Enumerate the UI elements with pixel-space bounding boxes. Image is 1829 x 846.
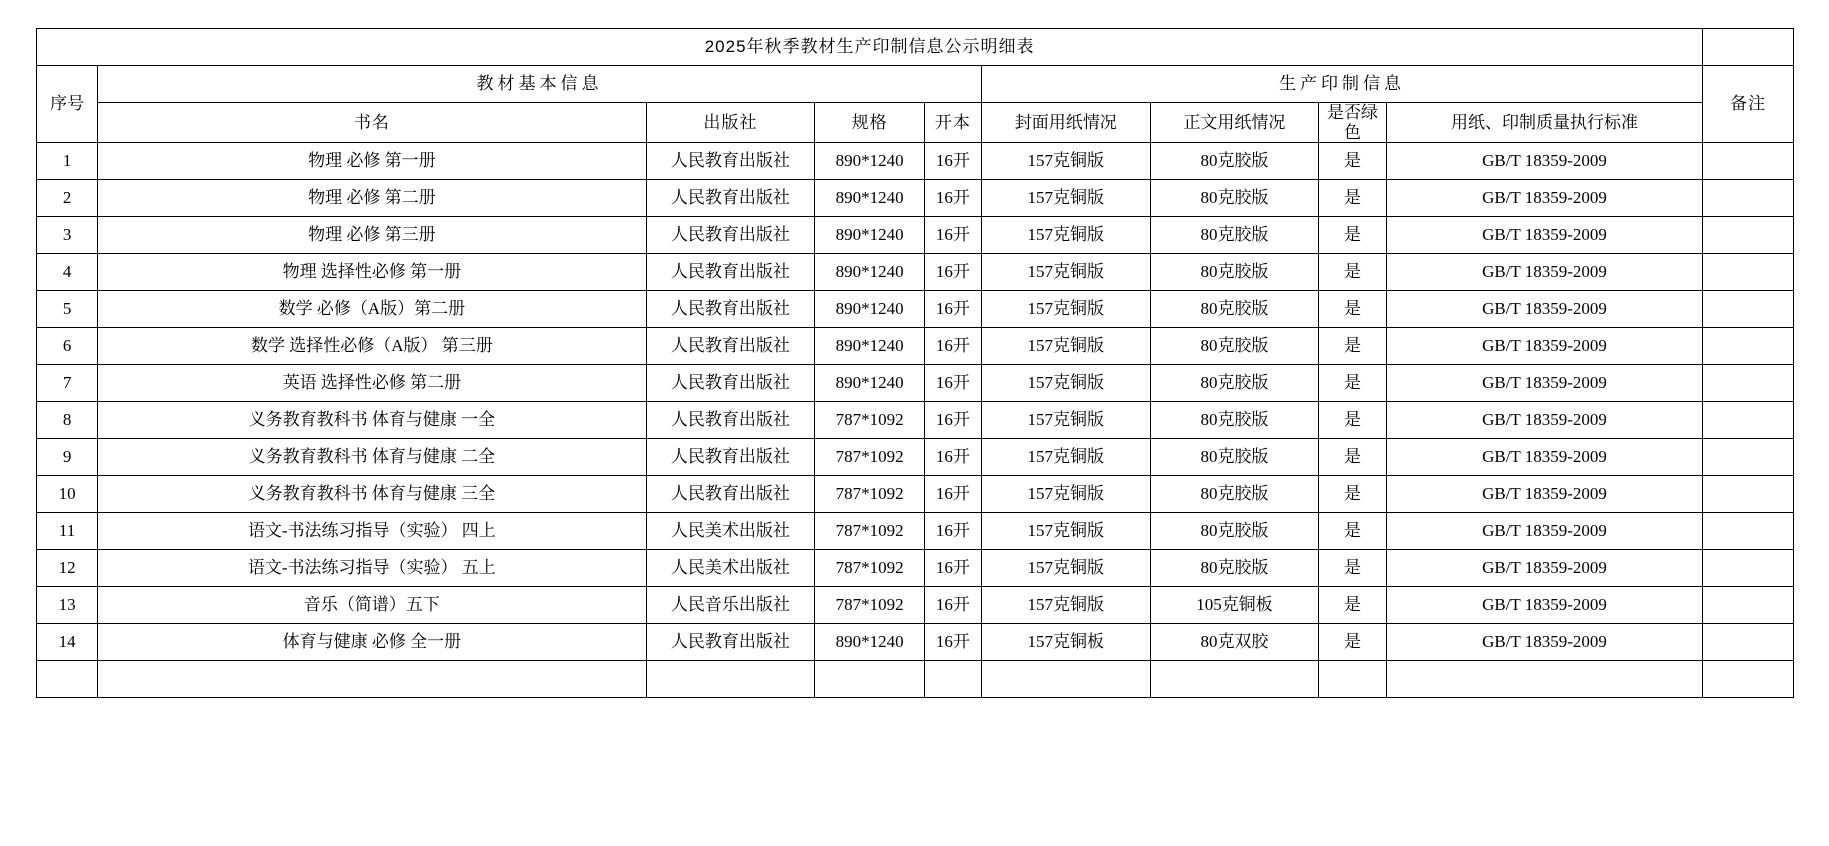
- cell-seq: 12: [37, 550, 98, 587]
- cell-book-name: 语文-书法练习指导（实验） 五上: [98, 550, 646, 587]
- cell-seq: 9: [37, 439, 98, 476]
- cell-seq: [37, 661, 98, 698]
- cell-publisher: 人民教育出版社: [646, 143, 815, 180]
- cell-standard: [1386, 661, 1702, 698]
- cell-cover-paper: 157克铜板: [981, 624, 1150, 661]
- header-production-info: 生产印制信息: [981, 66, 1702, 103]
- cell-cover-paper: 157克铜版: [981, 587, 1150, 624]
- cell-format: 16开: [924, 439, 981, 476]
- cell-spec: 787*1092: [815, 587, 925, 624]
- header-cover-paper: 封面用纸情况: [981, 103, 1150, 143]
- page-title: 2025年秋季教材生产印制信息公示明细表: [37, 29, 1703, 66]
- cell-remark: [1703, 217, 1794, 254]
- cell-publisher: 人民教育出版社: [646, 217, 815, 254]
- cell-text-paper: 80克双胶: [1150, 624, 1319, 661]
- table-row: [37, 513, 1794, 550]
- cell-publisher: 人民教育出版社: [646, 624, 815, 661]
- cell-text-paper: 80克胶版: [1150, 550, 1319, 587]
- cell-book-name: 音乐（简谱）五下: [98, 587, 646, 624]
- cell-cover-paper: 157克铜版: [981, 143, 1150, 180]
- cell-remark: [1703, 513, 1794, 550]
- cell-green: 是: [1319, 291, 1386, 328]
- spreadsheet-area: [36, 28, 1794, 698]
- cell-remark: [1703, 550, 1794, 587]
- cell-remark: [1703, 328, 1794, 365]
- cell-seq: 7: [37, 365, 98, 402]
- cell-book-name: 物理 选择性必修 第一册: [98, 254, 646, 291]
- table-row: [37, 624, 1794, 661]
- table-row: [37, 587, 1794, 624]
- header-text-paper: 正文用纸情况: [1150, 103, 1319, 143]
- cell-green: 是: [1319, 439, 1386, 476]
- textbook-production-table: [36, 28, 1794, 698]
- cell-standard: GB/T 18359-2009: [1386, 476, 1702, 513]
- cell-book-name: 义务教育教科书 体育与健康 三全: [98, 476, 646, 513]
- cell-green: 是: [1319, 513, 1386, 550]
- cell-standard: GB/T 18359-2009: [1386, 180, 1702, 217]
- cell-seq: 8: [37, 402, 98, 439]
- cell-green: 是: [1319, 550, 1386, 587]
- table-row: [37, 402, 1794, 439]
- cell-standard: GB/T 18359-2009: [1386, 291, 1702, 328]
- cell-green: 是: [1319, 365, 1386, 402]
- cell-book-name: 物理 必修 第一册: [98, 143, 646, 180]
- cell-cover-paper: 157克铜版: [981, 365, 1150, 402]
- cell-cover-paper: 157克铜版: [981, 550, 1150, 587]
- cell-cover-paper: 157克铜版: [981, 402, 1150, 439]
- cell-seq: 6: [37, 328, 98, 365]
- cell-green: 是: [1319, 624, 1386, 661]
- header-column-row: [37, 103, 1794, 143]
- cell-seq: 4: [37, 254, 98, 291]
- header-green: 是否绿色: [1319, 103, 1386, 143]
- cell-publisher: 人民教育出版社: [646, 365, 815, 402]
- cell-book-name: 数学 必修（A版）第二册: [98, 291, 646, 328]
- table-row: [37, 217, 1794, 254]
- cell-spec: [815, 661, 925, 698]
- cell-text-paper: 80克胶版: [1150, 217, 1319, 254]
- cell-remark: [1703, 624, 1794, 661]
- cell-format: 16开: [924, 143, 981, 180]
- cell-book-name: 体育与健康 必修 全一册: [98, 624, 646, 661]
- cell-seq: 1: [37, 143, 98, 180]
- cell-publisher: 人民教育出版社: [646, 254, 815, 291]
- cell-publisher: 人民教育出版社: [646, 328, 815, 365]
- cell-cover-paper: 157克铜版: [981, 439, 1150, 476]
- cell-format: 16开: [924, 365, 981, 402]
- cell-format: 16开: [924, 476, 981, 513]
- cell-standard: GB/T 18359-2009: [1386, 513, 1702, 550]
- cell-seq: 13: [37, 587, 98, 624]
- cell-green: 是: [1319, 328, 1386, 365]
- cell-green: 是: [1319, 476, 1386, 513]
- cell-cover-paper: 157克铜版: [981, 328, 1150, 365]
- cell-publisher: 人民教育出版社: [646, 402, 815, 439]
- table-row: [37, 476, 1794, 513]
- cell-text-paper: 80克胶版: [1150, 439, 1319, 476]
- cell-standard: GB/T 18359-2009: [1386, 143, 1702, 180]
- table-row: [37, 550, 1794, 587]
- cell-standard: GB/T 18359-2009: [1386, 624, 1702, 661]
- cell-format: 16开: [924, 217, 981, 254]
- cell-spec: 890*1240: [815, 180, 925, 217]
- cell-remark: [1703, 365, 1794, 402]
- cell-green: 是: [1319, 217, 1386, 254]
- header-basic-info: 教材基本信息: [98, 66, 982, 103]
- cell-remark: [1703, 402, 1794, 439]
- title-row: [37, 29, 1794, 66]
- cell-format: 16开: [924, 291, 981, 328]
- cell-publisher: 人民教育出版社: [646, 291, 815, 328]
- cell-spec: 890*1240: [815, 143, 925, 180]
- cell-text-paper: 80克胶版: [1150, 365, 1319, 402]
- cell-book-name: 物理 必修 第二册: [98, 180, 646, 217]
- header-book-name: 书名: [98, 103, 646, 143]
- cell-green: 是: [1319, 143, 1386, 180]
- cell-spec: 890*1240: [815, 328, 925, 365]
- cell-text-paper: 80克胶版: [1150, 402, 1319, 439]
- cell-green: 是: [1319, 180, 1386, 217]
- cell-remark: [1703, 476, 1794, 513]
- cell-standard: GB/T 18359-2009: [1386, 550, 1702, 587]
- table-row: [37, 365, 1794, 402]
- cell-remark: [1703, 587, 1794, 624]
- table-row: [37, 328, 1794, 365]
- table-row: [37, 180, 1794, 217]
- cell-standard: GB/T 18359-2009: [1386, 587, 1702, 624]
- table-row: [37, 254, 1794, 291]
- cell-format: 16开: [924, 254, 981, 291]
- cell-remark: [1703, 254, 1794, 291]
- cell-standard: GB/T 18359-2009: [1386, 217, 1702, 254]
- cell-text-paper: [1150, 661, 1319, 698]
- cell-cover-paper: 157克铜版: [981, 254, 1150, 291]
- cell-text-paper: 80克胶版: [1150, 180, 1319, 217]
- cell-cover-paper: 157克铜版: [981, 180, 1150, 217]
- cell-spec: 890*1240: [815, 217, 925, 254]
- cell-spec: 787*1092: [815, 513, 925, 550]
- cell-book-name: 英语 选择性必修 第二册: [98, 365, 646, 402]
- cell-seq: 3: [37, 217, 98, 254]
- cell-book-name: [98, 661, 646, 698]
- cell-cover-paper: 157克铜版: [981, 476, 1150, 513]
- cell-spec: 890*1240: [815, 254, 925, 291]
- header-publisher: 出版社: [646, 103, 815, 143]
- cell-remark: [1703, 439, 1794, 476]
- cell-remark: [1703, 661, 1794, 698]
- cell-format: 16开: [924, 328, 981, 365]
- cell-cover-paper: 157克铜版: [981, 291, 1150, 328]
- cell-remark: [1703, 180, 1794, 217]
- table-row-empty: [37, 661, 1794, 698]
- cell-text-paper: 80克胶版: [1150, 476, 1319, 513]
- cell-format: 16开: [924, 180, 981, 217]
- cell-publisher: 人民教育出版社: [646, 180, 815, 217]
- cell-green: 是: [1319, 254, 1386, 291]
- cell-publisher: [646, 661, 815, 698]
- cell-format: 16开: [924, 587, 981, 624]
- cell-seq: 14: [37, 624, 98, 661]
- cell-text-paper: 80克胶版: [1150, 143, 1319, 180]
- cell-seq: 10: [37, 476, 98, 513]
- cell-spec: 890*1240: [815, 365, 925, 402]
- cell-format: 16开: [924, 550, 981, 587]
- cell-spec: 787*1092: [815, 476, 925, 513]
- cell-cover-paper: [981, 661, 1150, 698]
- header-group-row: [37, 66, 1794, 103]
- cell-cover-paper: 157克铜版: [981, 513, 1150, 550]
- cell-seq: 2: [37, 180, 98, 217]
- cell-format: 16开: [924, 402, 981, 439]
- cell-seq: 5: [37, 291, 98, 328]
- cell-spec: 890*1240: [815, 624, 925, 661]
- cell-publisher: 人民美术出版社: [646, 513, 815, 550]
- cell-standard: GB/T 18359-2009: [1386, 439, 1702, 476]
- cell-spec: 787*1092: [815, 439, 925, 476]
- header-remark: 备注: [1703, 66, 1794, 143]
- table-row: [37, 291, 1794, 328]
- header-seq: 序号: [37, 66, 98, 143]
- cell-standard: GB/T 18359-2009: [1386, 254, 1702, 291]
- cell-book-name: 语文-书法练习指导（实验） 四上: [98, 513, 646, 550]
- cell-text-paper: 80克胶版: [1150, 254, 1319, 291]
- cell-format: 16开: [924, 624, 981, 661]
- title-spacer-cell: [1703, 29, 1794, 66]
- cell-book-name: 义务教育教科书 体育与健康 二全: [98, 439, 646, 476]
- cell-spec: 787*1092: [815, 550, 925, 587]
- cell-book-name: 数学 选择性必修（A版） 第三册: [98, 328, 646, 365]
- cell-green: 是: [1319, 587, 1386, 624]
- cell-spec: 890*1240: [815, 291, 925, 328]
- cell-spec: 787*1092: [815, 402, 925, 439]
- cell-text-paper: 80克胶版: [1150, 291, 1319, 328]
- cell-format: 16开: [924, 513, 981, 550]
- header-standard: 用纸、印制质量执行标准: [1386, 103, 1702, 143]
- cell-book-name: 义务教育教科书 体育与健康 一全: [98, 402, 646, 439]
- cell-standard: GB/T 18359-2009: [1386, 402, 1702, 439]
- table-row: [37, 143, 1794, 180]
- cell-remark: [1703, 291, 1794, 328]
- cell-standard: GB/T 18359-2009: [1386, 328, 1702, 365]
- header-format: 开本: [924, 103, 981, 143]
- cell-text-paper: 80克胶版: [1150, 513, 1319, 550]
- cell-publisher: 人民美术出版社: [646, 550, 815, 587]
- cell-format: [924, 661, 981, 698]
- cell-seq: 11: [37, 513, 98, 550]
- cell-green: [1319, 661, 1386, 698]
- cell-publisher: 人民教育出版社: [646, 476, 815, 513]
- table-row: [37, 439, 1794, 476]
- cell-green: 是: [1319, 402, 1386, 439]
- cell-text-paper: 105克铜板: [1150, 587, 1319, 624]
- cell-publisher: 人民音乐出版社: [646, 587, 815, 624]
- cell-remark: [1703, 143, 1794, 180]
- cell-cover-paper: 157克铜版: [981, 217, 1150, 254]
- cell-book-name: 物理 必修 第三册: [98, 217, 646, 254]
- cell-text-paper: 80克胶版: [1150, 328, 1319, 365]
- cell-publisher: 人民教育出版社: [646, 439, 815, 476]
- cell-standard: GB/T 18359-2009: [1386, 365, 1702, 402]
- header-spec: 规格: [815, 103, 925, 143]
